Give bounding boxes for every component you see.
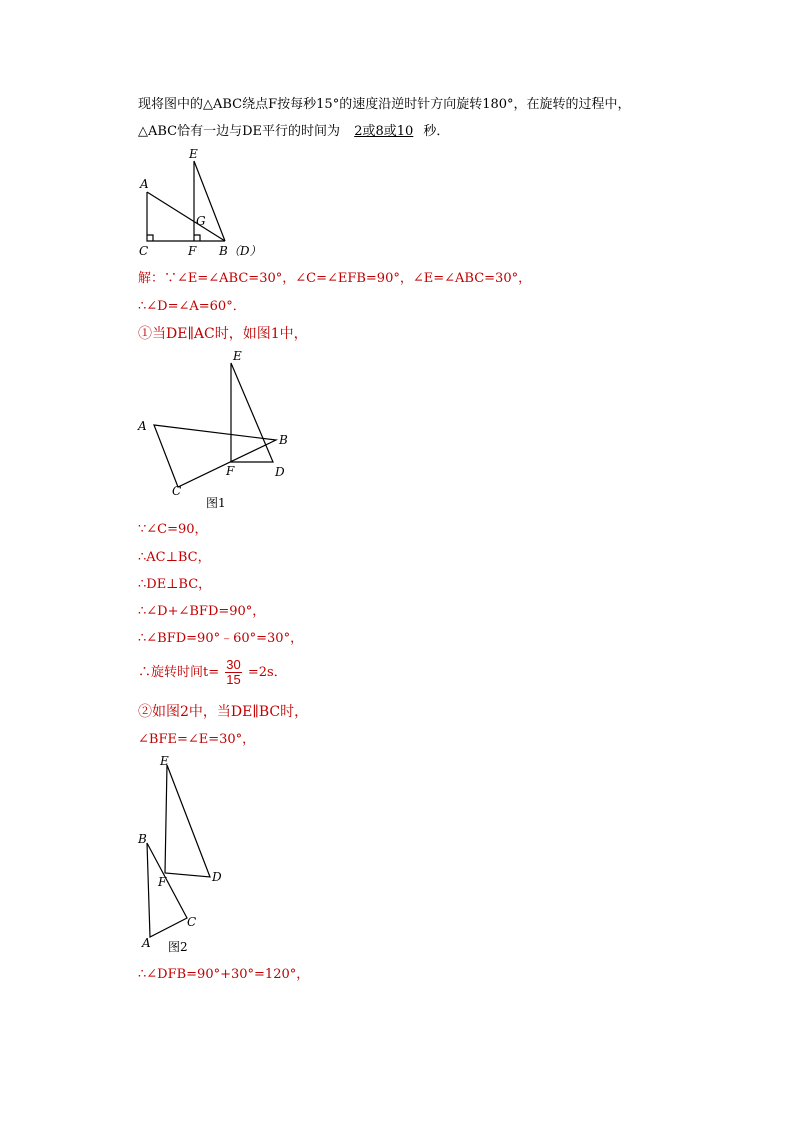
fig1-label-c: C xyxy=(172,484,182,498)
step-3: ∴DE⊥BC， xyxy=(138,577,212,592)
figure-1 xyxy=(130,345,310,510)
case-2-line-2: ∠BFE=∠E=30°， xyxy=(138,732,256,747)
fig2-label-f: F xyxy=(158,875,167,889)
fig1-triangle-def xyxy=(231,363,273,462)
step-4: ∴∠D+∠BFD=90°， xyxy=(138,604,266,619)
fig2-label-d: D xyxy=(212,870,222,884)
fig0-label-bd: B（D） xyxy=(219,244,262,258)
step-5: ∴∠BFD=90°﹣60°=30°， xyxy=(138,631,304,646)
fig2-label-e: E xyxy=(160,754,169,768)
solution-line-1: 解：∵∠E=∠ABC=30°，∠C=∠EFB=90°，∠E=∠ABC=30°， xyxy=(138,271,532,286)
fig2-triangle-abc xyxy=(147,843,187,937)
solution-line-2: ∴∠D=∠A=60°． xyxy=(138,299,246,314)
fig2-caption: 图2 xyxy=(168,940,188,954)
fig1-triangle-abc xyxy=(154,425,276,487)
fig1-label-b: B xyxy=(279,433,288,447)
fig1-label-f: F xyxy=(226,464,235,478)
final-line: ∴∠DFB=90°+30°=120°， xyxy=(138,967,310,982)
fig0-hypotenuse xyxy=(147,192,225,241)
fig0-right-angle-f xyxy=(194,235,200,241)
fig1-label-e: E xyxy=(233,349,242,363)
step-1: ∵∠C=90， xyxy=(138,522,208,537)
fig2-label-b: B xyxy=(138,832,147,846)
problem-text: △ABC恰有一边与DE平行的时间为 xyxy=(138,124,341,139)
problem-line-2 xyxy=(138,123,449,141)
step-6-result: =2s． xyxy=(247,665,287,680)
fig0-label-a: A xyxy=(140,177,149,191)
fig1-caption: 图1 xyxy=(206,496,226,510)
step-6 xyxy=(138,656,287,690)
fig1-label-a: A xyxy=(138,419,147,433)
case-1-heading: ①当DE∥AC时，如图1中， xyxy=(138,326,308,342)
fig0-label-g: G xyxy=(196,214,206,228)
fig0-label-f: F xyxy=(188,244,197,258)
case-2-heading: ②如图2中，当DE∥BC时， xyxy=(138,704,309,720)
fig2-triangle-def xyxy=(165,765,210,877)
fig0-label-c: C xyxy=(139,244,149,258)
fig0-segment-ed xyxy=(194,161,225,241)
figure-2 xyxy=(130,750,240,960)
figure-original xyxy=(130,144,280,264)
problem-line-1: 现将图中的△ABC绕点F按每秒15°的速度沿逆时针方向旋转180°，在旋转的过程中， xyxy=(138,97,631,112)
step-2: ∴AC⊥BC， xyxy=(138,550,211,565)
fig0-right-angle-c xyxy=(147,235,153,241)
fraction-numerator: 30 xyxy=(226,657,241,672)
step-6-text: ∴旋转时间t= xyxy=(138,665,220,680)
fraction-denominator: 15 xyxy=(226,672,241,687)
fig0-label-e: E xyxy=(189,147,198,161)
fraction xyxy=(225,658,241,687)
fig2-label-a: A xyxy=(142,936,151,950)
fig1-label-d: D xyxy=(275,465,285,479)
answer-blank: 2或8或10 xyxy=(354,124,414,139)
fig2-label-c: C xyxy=(187,915,197,929)
problem-text-end: 秒． xyxy=(423,124,450,139)
